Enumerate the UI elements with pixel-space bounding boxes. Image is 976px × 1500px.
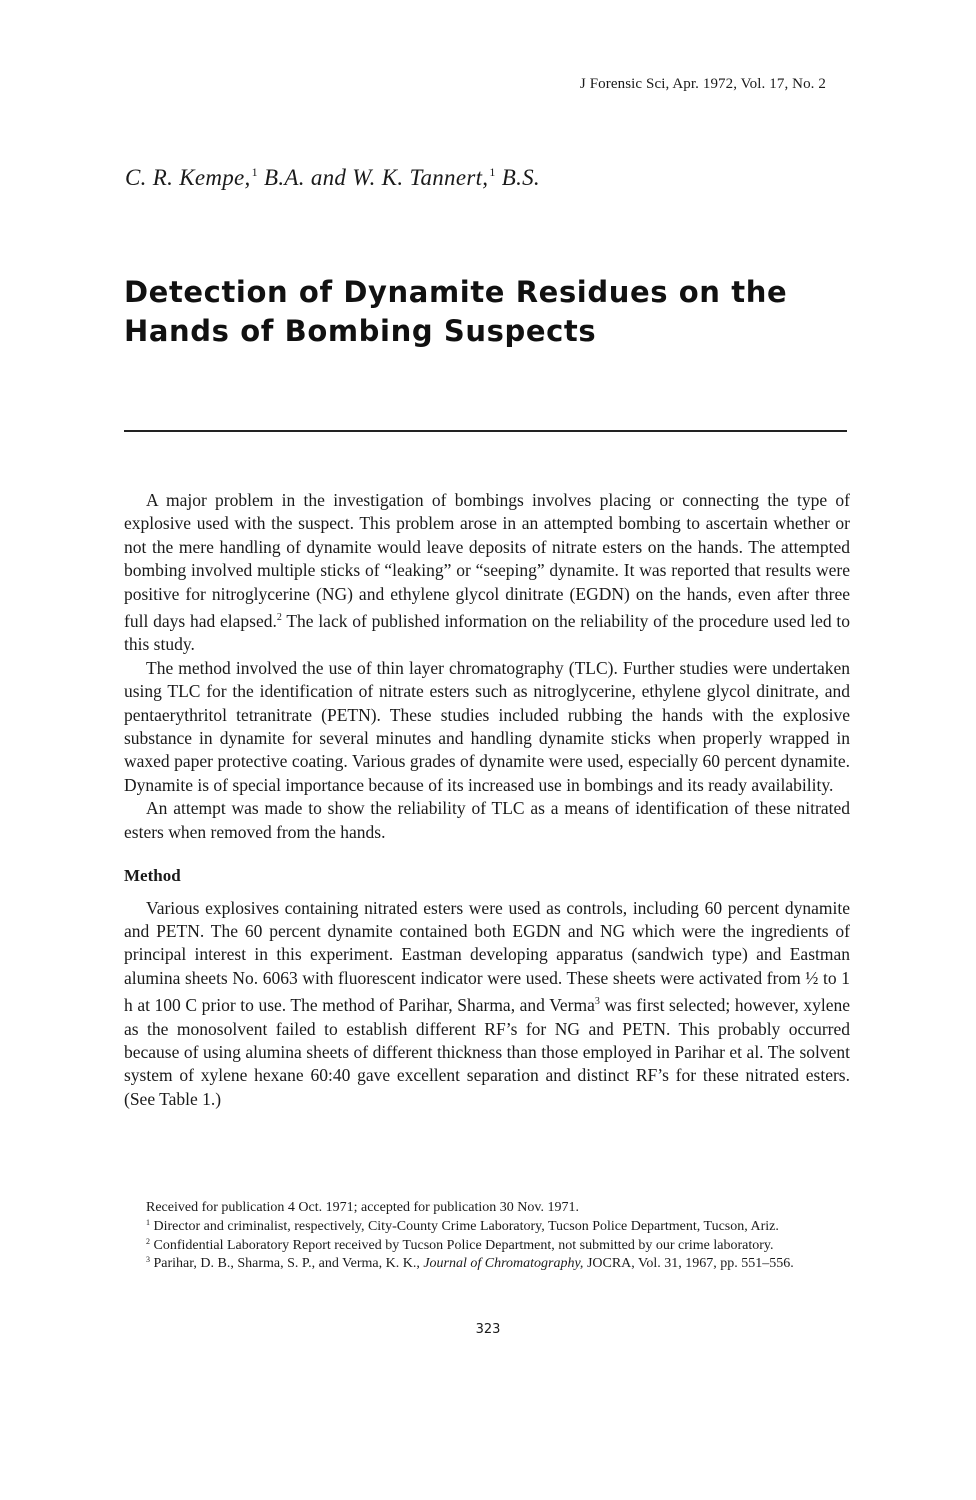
footnote-3	[124, 1253, 850, 1272]
page-number: 323	[475, 1322, 501, 1337]
paragraph-method-text-b: was first selected; however, xylene as the monosolvent failed to establish different RF’s for NG and PETN. This probably occurred because of using alumina sheets of different thickness than those employed in Parihar et al. The solvent system of xylene hexane 60:40 gave excellent separation and distinct RF’s for these nitrated esters. (See Table 1.)	[124, 995, 850, 1109]
footnote-3-journal: Journal of Chromatography,	[423, 1256, 584, 1272]
section-heading-method: Method	[124, 866, 181, 886]
footnote-3-text-a: Parihar, D. B., Sharma, S. P., and Verma, K. K.,	[150, 1256, 424, 1272]
title-divider	[124, 430, 847, 432]
footnote-1-mark: 1	[146, 1217, 150, 1227]
author-tannert-degree: B.S.	[495, 165, 540, 190]
paragraph-method-text-a: Various explosives containing nitrated esters were used as controls, including 60 percent dynamite and PETN. The 60 percent dynamite contained both EGDN and NG which were the ingredients of principal interest in this experiment. Eastman developing apparatus (sandwich type) and Eastman alumina sheets No. 6063 with fluorescent indicator were used. These sheets were activated from ½ to 1 h at 100 C prior to use. The method of Parihar, Sharma, and Verma	[124, 897, 850, 1016]
paragraph-method	[124, 897, 850, 1112]
footnote-1	[124, 1216, 850, 1235]
footnotes	[124, 1201, 850, 1272]
footnote-1-text: Director and criminalist, respectively, City-County Crime Laboratory, Tucson Police Department, Tucson, Ariz.	[150, 1218, 779, 1234]
running-head: J Forensic Sci, Apr. 1972, Vol. 17, No. 2	[579, 76, 826, 92]
paragraph-objective: An attempt was made to show the reliability of TLC as a means of identification of these nitrated esters when removed from the hands.	[124, 798, 850, 842]
author-kempe: C. R. Kempe,	[125, 165, 251, 190]
footnote-2-mark: 2	[146, 1236, 150, 1246]
article-title	[124, 273, 824, 351]
footnote-received: Received for publication 4 Oct. 1971; accepted for publication 30 Nov. 1971.	[146, 1200, 579, 1215]
footnote-3-text-b: JOCRA, Vol. 31, 1967, pp. 551–556.	[583, 1256, 794, 1272]
article-body	[124, 489, 850, 1111]
author-tannert: W. K. Tannert,	[352, 165, 489, 190]
article-title-line-1: Detection of Dynamite Residues on the	[124, 275, 788, 309]
footnote-ref-1: 1	[489, 165, 496, 179]
footnote-3-mark: 3	[146, 1255, 150, 1265]
paragraph-intro-text-b: The lack of published information on the reliability of the procedure used led to this study.	[124, 611, 851, 655]
footnote-ref-1: 1	[251, 165, 258, 179]
article-title-line-2: Hands of Bombing Suspects	[124, 314, 597, 348]
author-line	[125, 165, 540, 191]
paragraph-intro	[124, 489, 850, 657]
footnote-ref-3: 3	[594, 996, 600, 1008]
footnote-2	[124, 1235, 850, 1254]
paragraph-intro-text-a: A major problem in the investigation of bombings involves placing or connecting the type of explosive used with the suspect. This problem arose in an attempted bombing to ascertain whether or not the mere handling of dynamite would leave deposits of nitrate esters on the hands. The attempted bombing involved multiple sticks of “leaking” or “seeping” dynamite. It was reported that results were positive for nitroglycerine (NG) and ethylene glycol dinitrate (EGDN) on the hands, even after three full days had elapsed.	[124, 490, 850, 632]
paragraph-method-overview: The method involved the use of thin layer chromatography (TLC). Further studies were undertaken using TLC for the identification of nitrate esters such as nitroglycerine, ethylene glycol dinitrate, and pentaerythritol tetranitrate (PETN). These studies included rubbing the hands with the explosive substance in dynamite for several minutes and handling dynamite sticks when properly wrapped in waxed paper protective coating. Various grades of dynamite were used, especially 60 percent dynamite. Dynamite is of special importance because of its increased use in bombings and its ready availability.	[124, 657, 850, 795]
author-kempe-degree: B.A. and	[257, 165, 353, 190]
footnote-ref-2: 2	[276, 612, 282, 624]
footnote-2-text: Confidential Laboratory Report received by Tucson Police Department, not submitted by our crime laboratory.	[150, 1237, 774, 1253]
